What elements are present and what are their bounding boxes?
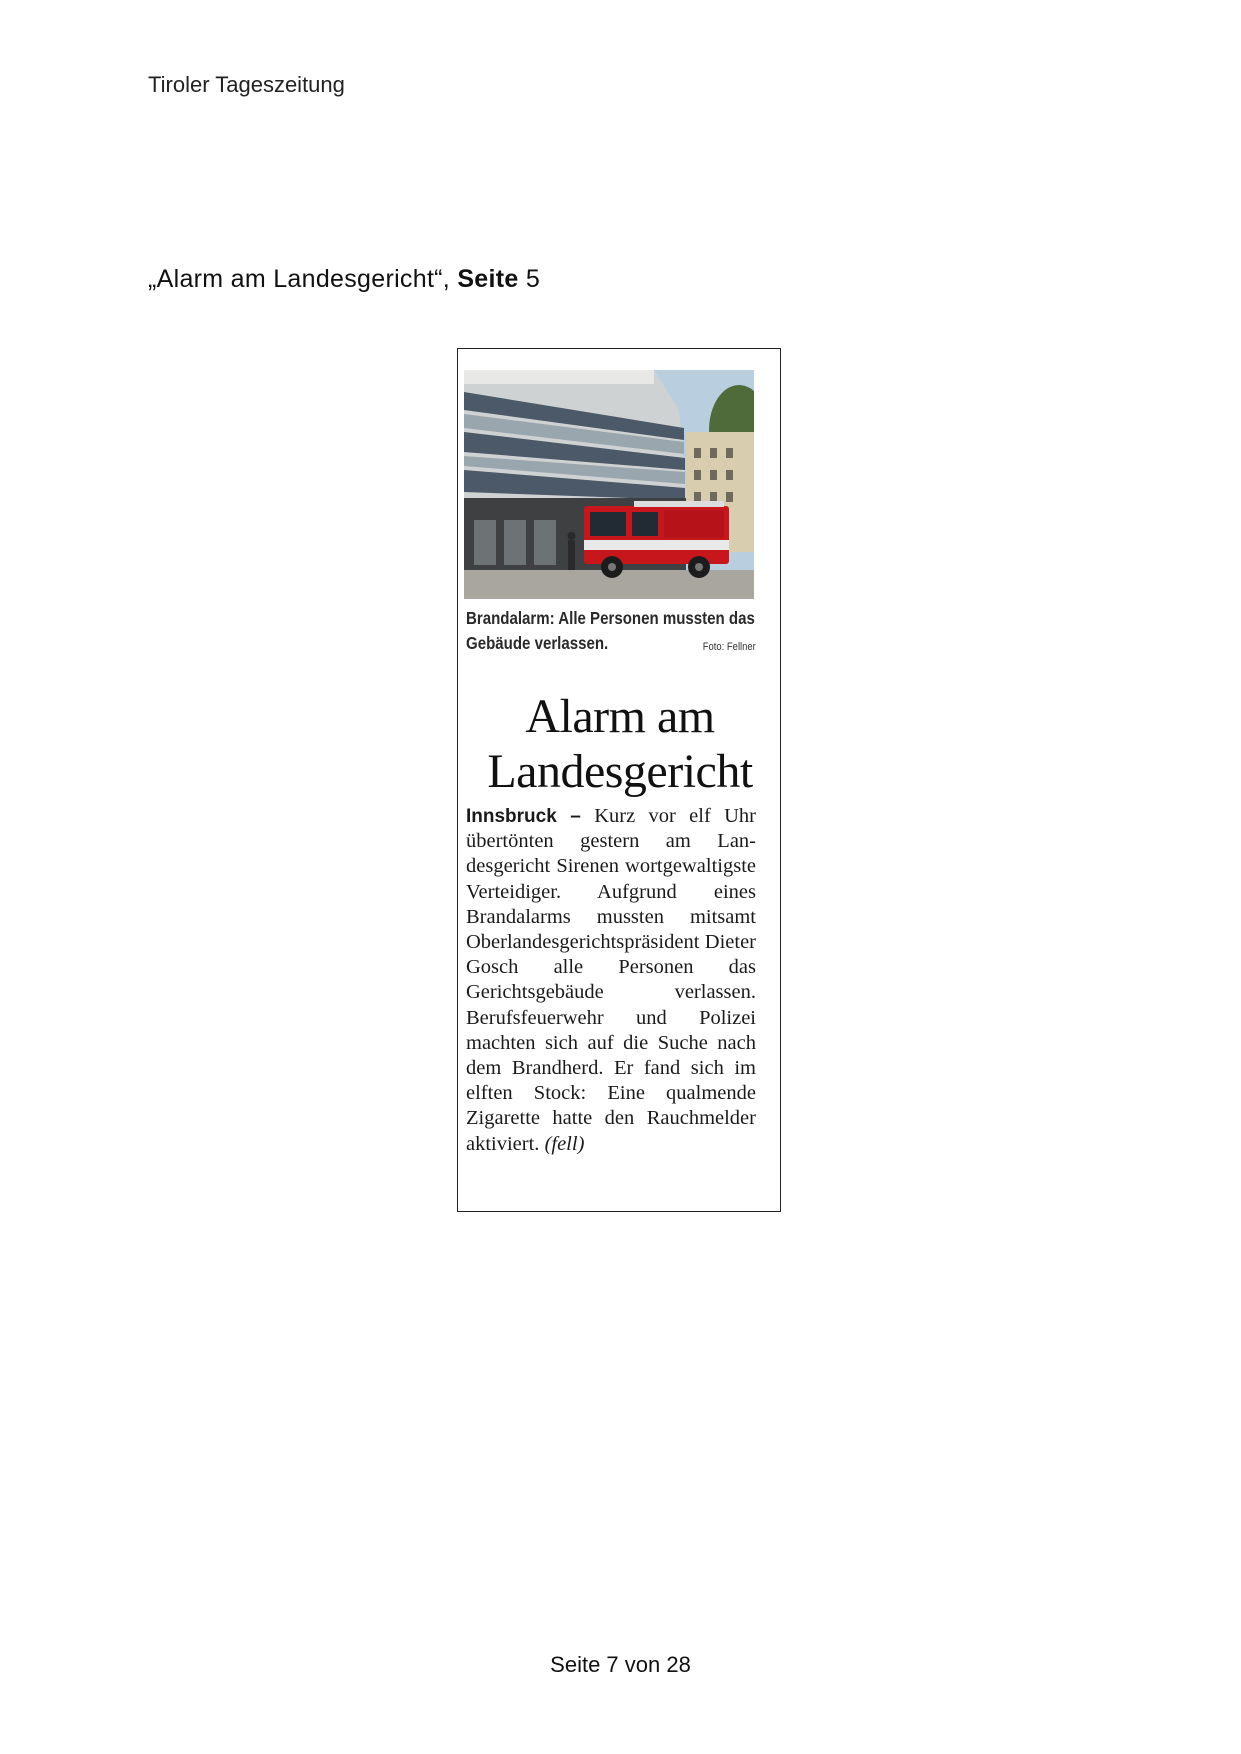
- photo-caption: [466, 606, 756, 656]
- fire-truck-photo: [464, 370, 754, 599]
- article-reference-title: „Alarm am Landesgericht“,: [148, 265, 451, 293]
- newspaper-clipping: [457, 348, 781, 1212]
- article-reference-page-label: Seite: [457, 265, 519, 293]
- article-reference: [148, 265, 540, 294]
- photo-credit: Foto: Fellner: [702, 641, 756, 653]
- page-footer: Seite 7 von 28: [550, 1652, 691, 1677]
- article-reference-page-number: 5: [525, 265, 541, 293]
- article-dateline: Innsbruck –: [466, 806, 581, 827]
- article-headline: [458, 689, 782, 799]
- headline-line-2: Landesgericht: [487, 745, 753, 798]
- photo-caption-text: Brandalarm: Alle Personen mussten das Gebäude verlassen.: [466, 608, 755, 653]
- publication-name: Tiroler Tageszeitung: [148, 72, 345, 97]
- article-body: [466, 804, 756, 1157]
- article-author: (fell): [544, 1132, 585, 1155]
- headline-line-1: Alarm am: [525, 690, 715, 743]
- photo-illustration: [464, 370, 754, 599]
- article-body-text: Kurz vor elf Uhr übertönten gestern am Landesgericht Sirenen wortgewaltigste Verteidiger. Aufgrund eines Brandalarms mussten mitsamt Oberlandesgerichtspräsident Dieter Gosch alle Personen das Gerichtsgebäude verlassen. Berufsfeuerwehr und Polizei machten sich auf die Suche nach dem Brandherd. Er fand sich im elften Stock: Eine qualmende Zigarette hatte den Rauchmelder aktiviert.: [466, 805, 757, 1155]
